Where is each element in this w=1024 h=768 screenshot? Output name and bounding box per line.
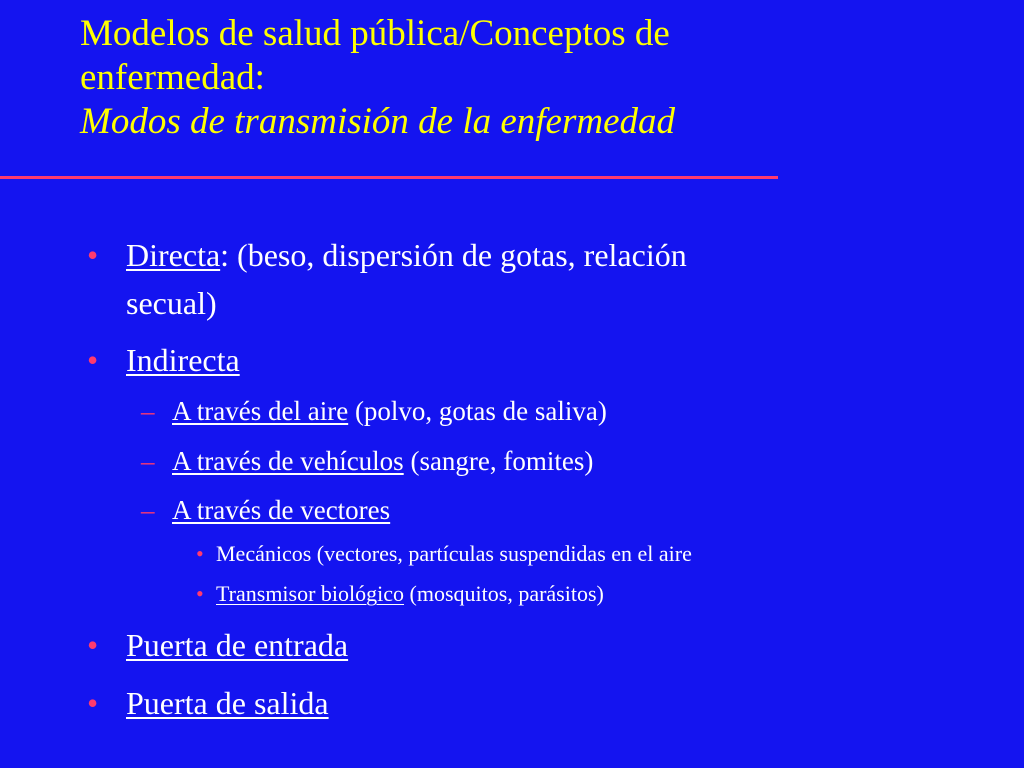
list-item-puerta-entrada [126,623,348,667]
list-item-puerta-salida [126,681,329,725]
link-a-traves-del-aire[interactable]: A través del aire [172,396,349,426]
bullet-marker: • [196,541,204,566]
item-text: : (beso, dispersión de gotas, relación [220,237,687,273]
list-item-continuation: secual) [126,285,217,321]
item-text: (mosquitos, parásitos) [404,581,604,606]
title-line-1: Modelos de salud pública/Conceptos de [80,13,670,54]
title-line-2: enfermedad: [80,57,265,98]
dash-marker: – [141,495,155,525]
link-puerta-de-salida[interactable]: Puerta de salida [126,685,329,721]
bullet-marker: • [87,685,99,721]
item-text: (sangre, fomites) [403,446,594,476]
list-item-mecanicos: Mecánicos (vectores, partículas suspendidas en el aire [216,541,692,566]
dash-marker: – [141,446,155,476]
dash-marker: – [141,396,155,426]
link-puerta-de-entrada[interactable]: Puerta de entrada [126,627,349,663]
item-text: (polvo, gotas de saliva) [348,396,607,426]
slide-subtitle: Modos de transmisión de la enfermedad [80,101,676,142]
list-item-vehiculos [172,443,593,479]
bullet-marker: • [196,581,204,606]
link-directa[interactable]: Directa [126,237,221,273]
list-item-indirecta [126,338,240,382]
link-indirecta[interactable]: Indirecta [126,342,240,378]
list-item-vectores [172,492,390,528]
bullet-marker: • [87,237,99,273]
bullet-marker: • [87,342,99,378]
list-item-directa [126,233,687,277]
bullet-marker: • [87,627,99,663]
list-item-transmisor [216,580,604,608]
link-transmisor-biologico[interactable]: Transmisor biológico [216,581,405,606]
list-item-aire [172,393,607,429]
link-a-traves-de-vectores[interactable]: A través de vectores [172,495,391,525]
link-a-traves-de-vehiculos[interactable]: A través de vehículos [172,446,404,476]
